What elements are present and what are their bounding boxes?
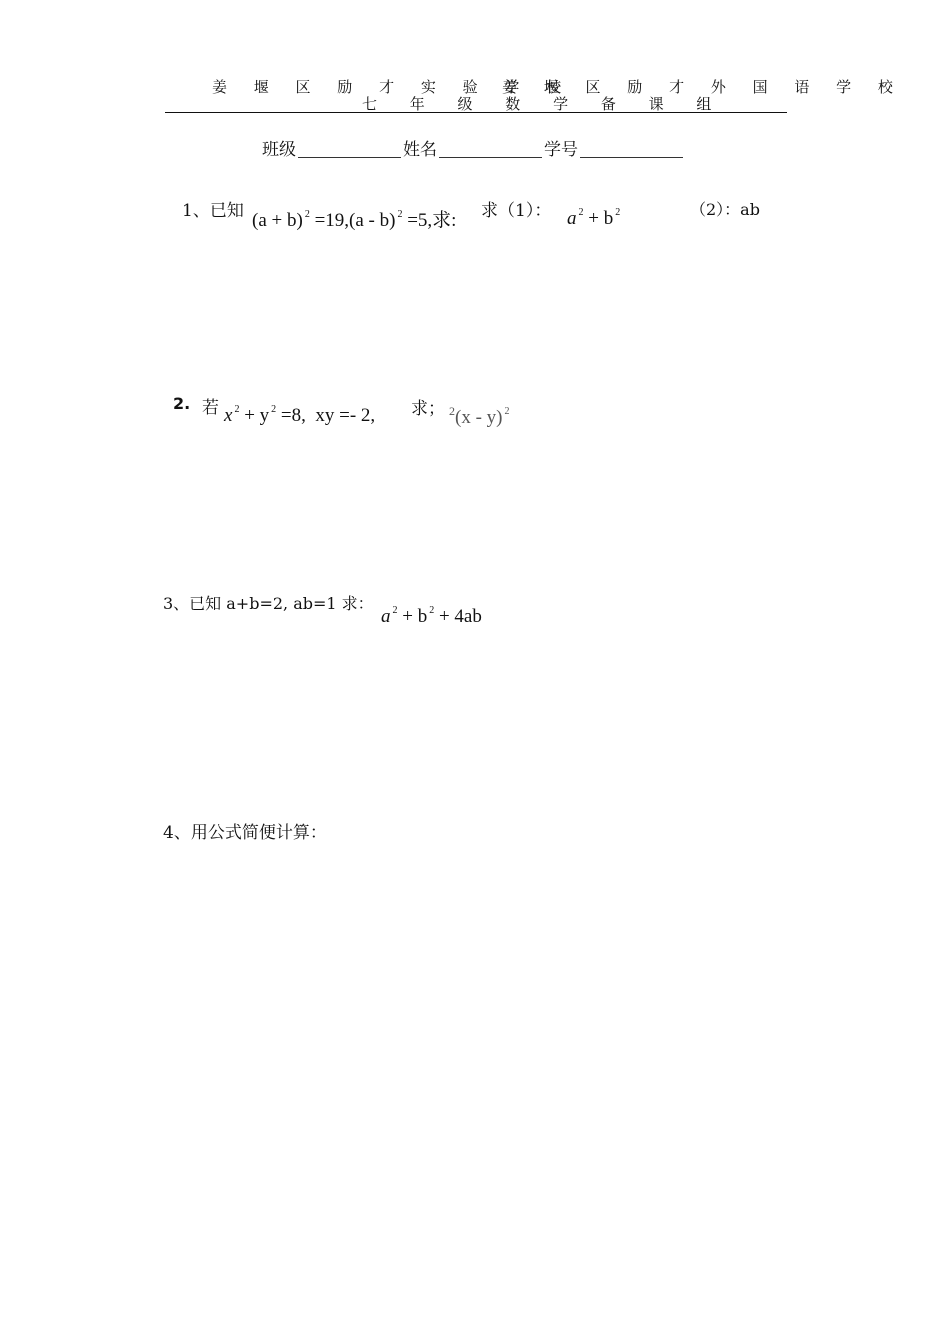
name-label: 姓名: [403, 140, 437, 160]
number-label: 学号: [544, 140, 578, 160]
student-info-line: [262, 135, 685, 160]
q2-given: x $^2$ + y $^2$ =8, xy =- 2,: [224, 404, 376, 426]
q1-target: a $^2$ + b $^2$: [567, 207, 621, 229]
q1-given-2-base: (a - b): [349, 210, 396, 231]
number-blank: [580, 141, 683, 158]
class-blank: [298, 141, 401, 158]
q1-number: 1、已知: [182, 201, 244, 221]
school-name-2: 姜 堰 区 励 才 外 国 语 学 校: [502, 78, 904, 96]
q3-target: a $^2$ + b $^2$ + 4ab: [381, 605, 482, 627]
q2-ask: 求；: [411, 399, 445, 419]
q3-text: 3、已知 a+b=2, ab=1 求：: [163, 594, 374, 613]
class-label: 班级: [262, 140, 296, 160]
q1-given: (a + b) $^2$ =19,(a - b) $^2$ =5,求:: [252, 209, 457, 231]
header-rule: [165, 112, 787, 113]
q2-number: 2.: [173, 394, 191, 413]
prep-group-title: 七 年 级 数 学 备 课 组: [362, 95, 726, 113]
q1-ask: 求（1）：: [481, 201, 552, 221]
name-blank: [439, 141, 542, 158]
q4-text: 4、用公式简便计算：: [163, 823, 327, 843]
q1-given-1-base: (a + b): [252, 210, 303, 231]
q1-part2: （2）：ab: [690, 200, 760, 219]
q1-given-2-value: =5,求:: [402, 210, 457, 231]
q2-ruo: 若: [202, 398, 219, 418]
school-name-1: 姜 堰 区 励 才 实 验 学 校: [212, 78, 573, 96]
q2-target: $^2$(x - y) $^2$: [449, 404, 510, 428]
q1-given-1-value: =19,: [309, 210, 350, 231]
q2-eq2: xy =- 2,: [315, 405, 376, 426]
